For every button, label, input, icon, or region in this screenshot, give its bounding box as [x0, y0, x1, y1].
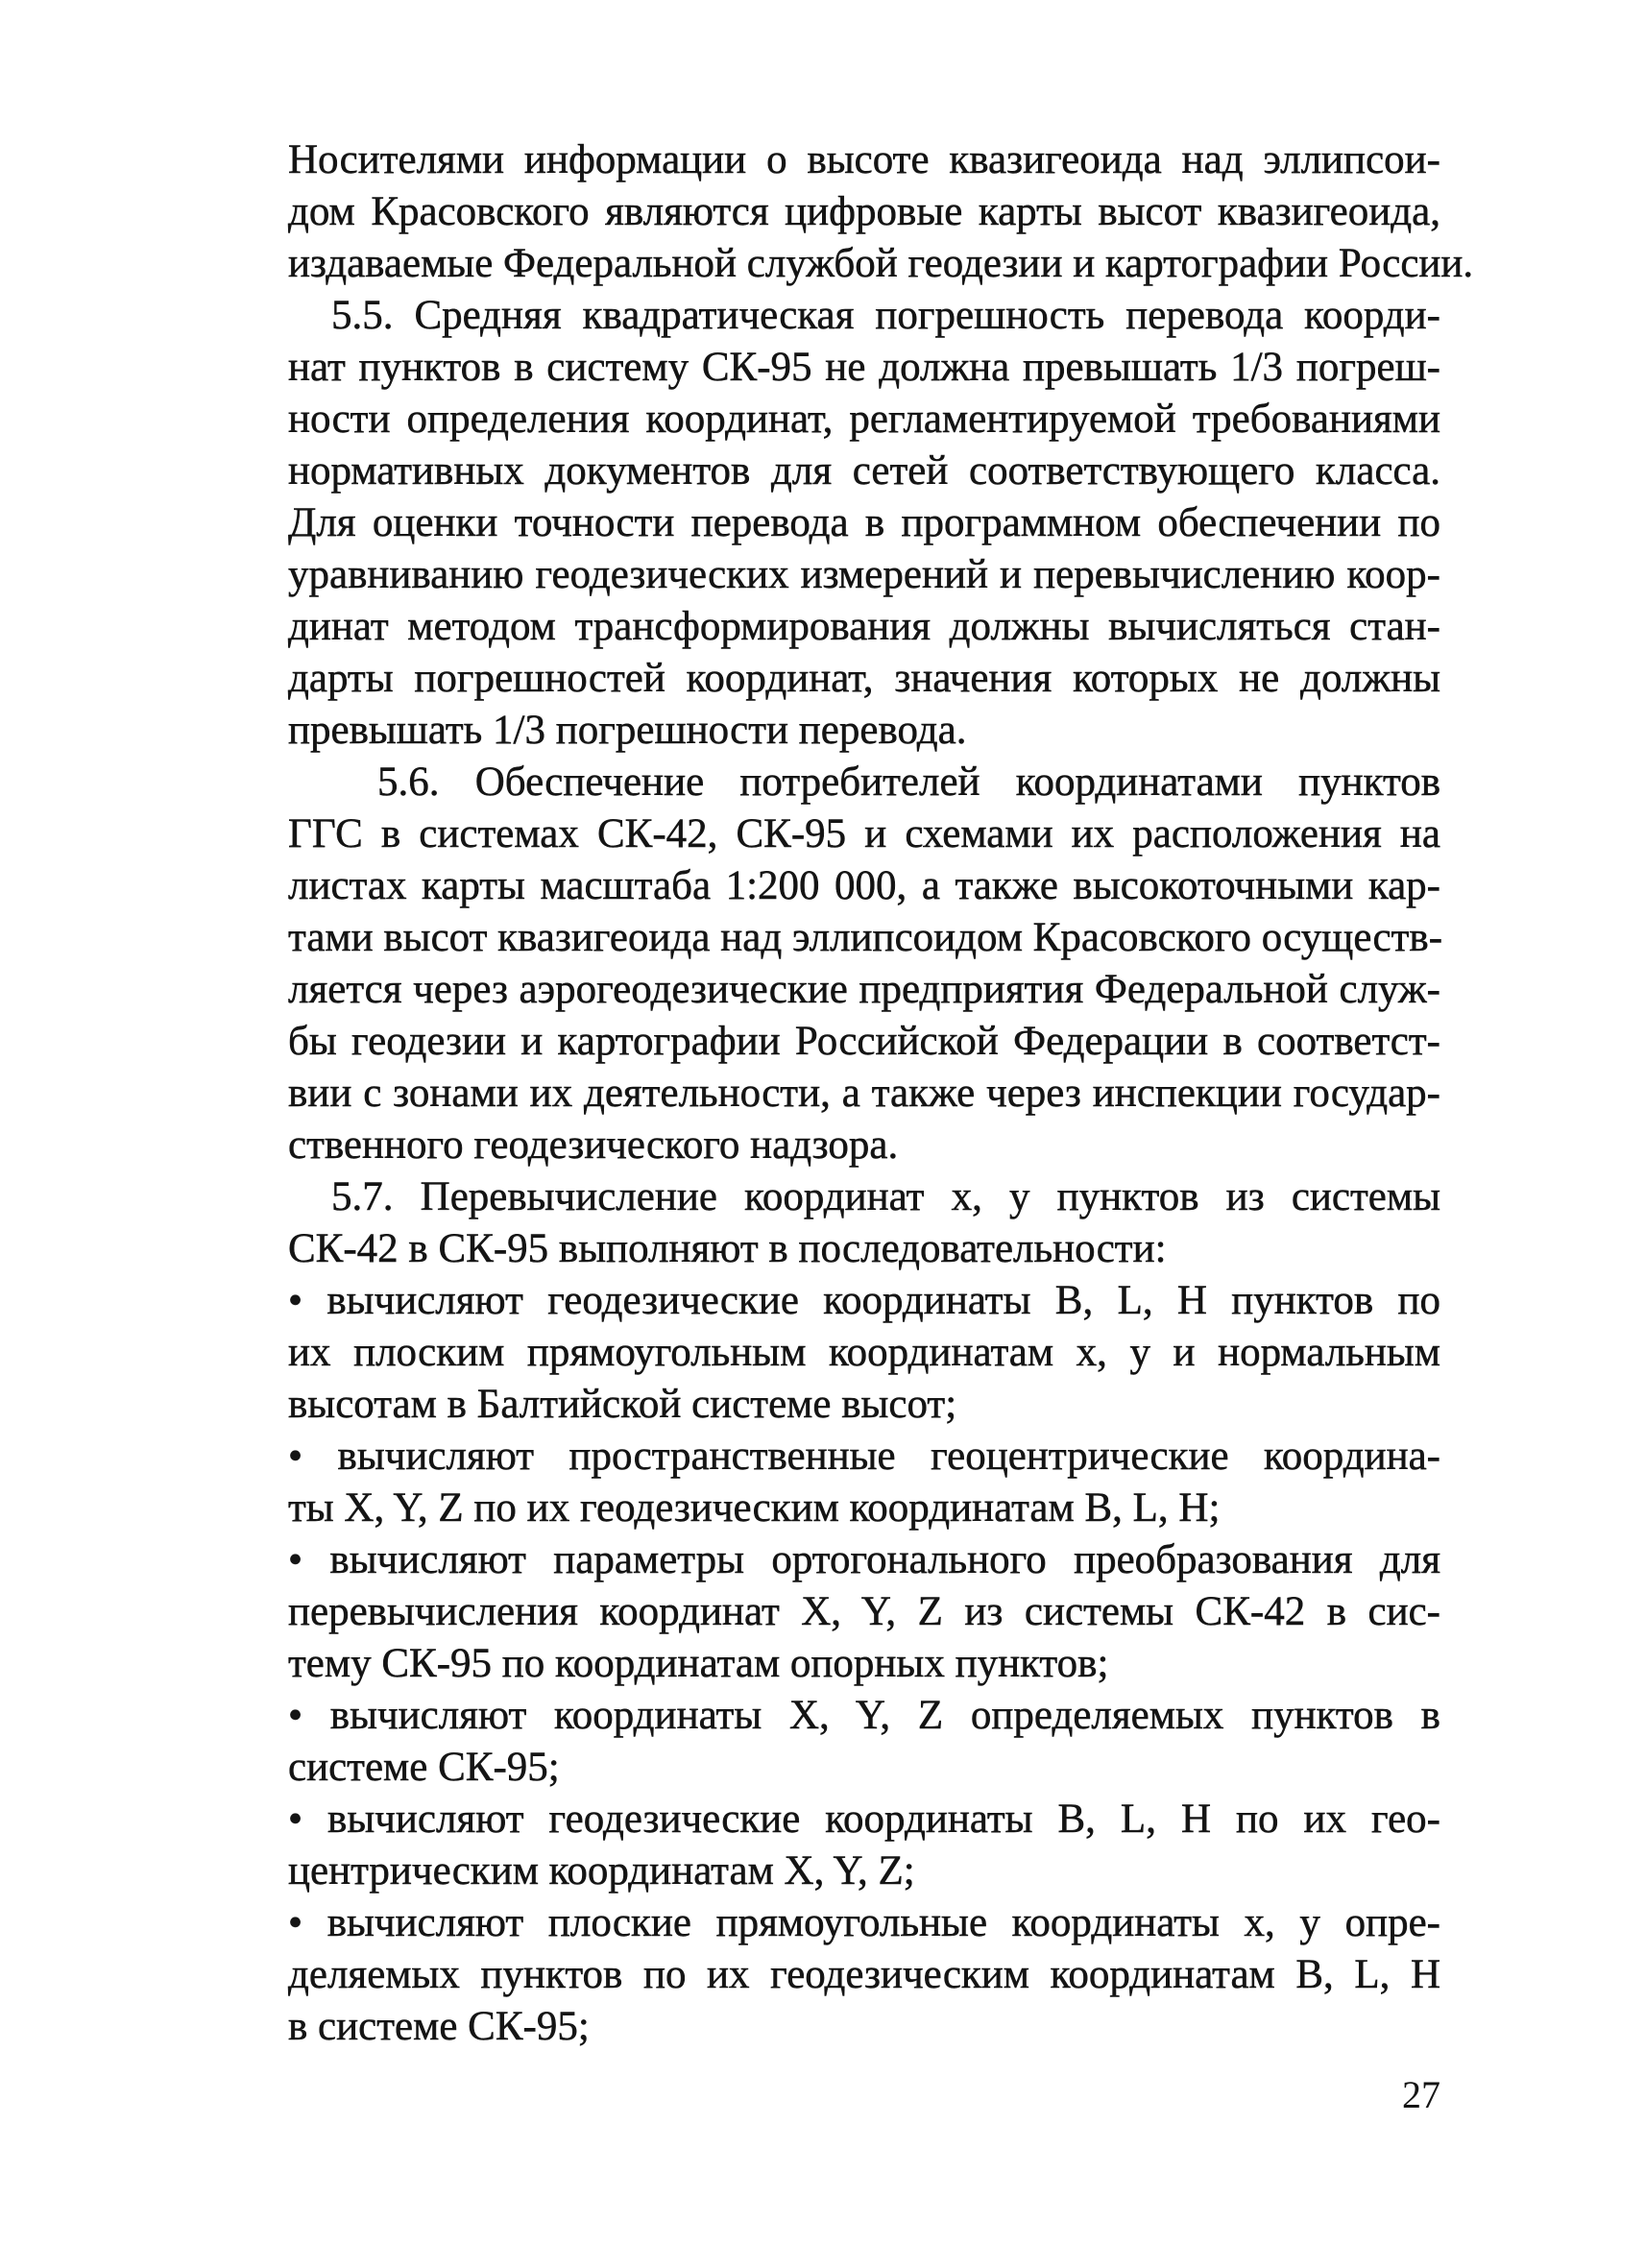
text-line: Носителями информации о высоте квазигеоида над эллипсои- [288, 137, 1440, 182]
text-line: ты X, Y, Z по их геодезическим координатам B, L, H; [288, 1485, 1221, 1531]
text-line: ности определения координат, регламентируемой требованиями [288, 397, 1440, 442]
text-line: ственного геодезического надзора. [288, 1122, 899, 1168]
text-line: • вычисляют координаты X, Y, Z определяемых пунктов в [288, 1693, 1440, 1738]
text-line: • вычисляют пространственные геоцентрические координа- [288, 1434, 1440, 1479]
text-line: перевычисления координат X, Y, Z из системы СК-42 в сис- [288, 1589, 1440, 1634]
text-line: • вычисляют геодезические координаты B, L, H пунктов по [288, 1278, 1440, 1323]
text-line: нормативных документов для сетей соответствующего класса. [288, 448, 1440, 494]
text-line: превышать 1/3 погрешности перевода. [288, 708, 967, 753]
text-line: системе СК-95; [288, 1745, 560, 1790]
text-line: в системе СК-95; [288, 2004, 590, 2049]
text-line: • вычисляют плоские прямоугольные координаты x, y опре- [288, 1900, 1440, 1945]
bullet-item [288, 1897, 1440, 2053]
paragraph [288, 134, 1474, 290]
text-line: дом Красовского являются цифровые карты высот квазигеоида, [288, 189, 1440, 234]
text-line: 5.7. Перевычисление координат x, y пунктов из системы [331, 1174, 1440, 1219]
text-line: центрическим координатам X, Y, Z; [288, 1848, 915, 1894]
text-line: издаваемые Федеральной службой геодезии и картографии России. [288, 241, 1474, 286]
text-line: • вычисляют геодезические координаты B, L, H по их гео- [288, 1797, 1440, 1842]
text-line: • вычисляют параметры ортогонального преобразования для [288, 1537, 1440, 1582]
text-line: листах карты масштаба 1:200 000, а также высокоточными кар- [288, 863, 1440, 908]
paragraph [288, 1171, 1440, 1275]
text-line: нат пунктов в систему СК-95 не должна превышать 1/3 погреш- [288, 345, 1440, 390]
text-line: СК-42 в СК-95 выполняют в последовательности: [288, 1226, 1167, 1271]
text-line: вии с зонами их деятельности, а также через инспекции государ- [288, 1071, 1440, 1116]
text-line: 5.5. Средняя квадратическая погрешность перевода коорди- [331, 293, 1440, 338]
paragraph [288, 290, 1440, 757]
bullet-item [288, 1690, 1440, 1794]
document-body [288, 134, 1474, 2053]
text-line: ГГС в системах СК-42, СК-95 и схемами их расположения на [288, 811, 1440, 857]
bullet-item [288, 1534, 1440, 1690]
text-line: высотам в Балтийской системе высот; [288, 1382, 957, 1427]
text-line: динат методом трансформирования должны вычисляться стан- [288, 604, 1440, 649]
text-line: уравниванию геодезических измерений и перевычислению коор- [288, 552, 1440, 597]
text-line: их плоским прямоугольным координатам x, y и нормальным [288, 1330, 1440, 1375]
text-line: деляемых пунктов по их геодезическим координатам B, L, H [288, 1952, 1440, 1997]
paragraph [288, 757, 1443, 1171]
text-line: тами высот квазигеоида над эллипсоидом Красовского осуществ- [288, 915, 1443, 960]
page-number: 27 [1402, 2073, 1440, 2116]
text-line: Для оценки точности перевода в программном обеспечении по [288, 500, 1440, 545]
bullet-item [288, 1431, 1440, 1534]
text-line: тему СК-95 по координатам опорных пунктов; [288, 1641, 1109, 1686]
text-line: ляется через аэрогеодезические предприятия Федеральной служ- [288, 967, 1440, 1012]
text-line: бы геодезии и картографии Российской Федерации в соответст- [288, 1019, 1440, 1064]
bullet-item [288, 1275, 1440, 1431]
text-line: дарты погрешностей координат, значения которых не должны [288, 656, 1440, 701]
bullet-item [288, 1794, 1440, 1897]
text-line: 5.6. Обеспечение потребителей координатами пунктов [377, 760, 1440, 805]
